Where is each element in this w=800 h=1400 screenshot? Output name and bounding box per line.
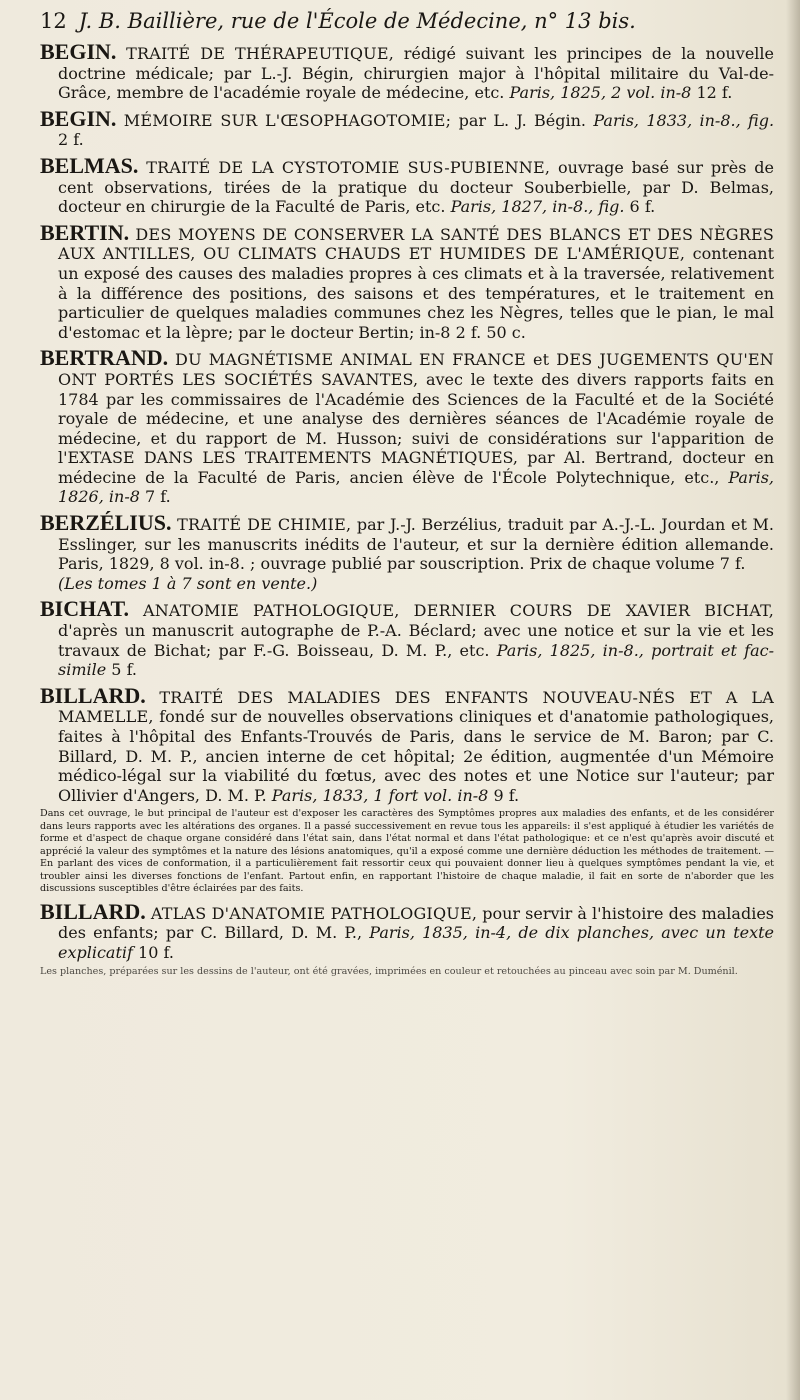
entry-body: fondé sur de nouvelles observations cliniques et d'anatomie pathologiques, faites à l'hôpital des Enfants-Trouvés de Paris, dans le service de M. Baron; par C. Billard, D. M. P., ancien interne de cet hôpital; 2e édition, augmentée d'un Mémoire médico-légal sur la viabilité du fœtus, avec des notes et une Notice sur l'auteur; par Ollivier d'Angers, D. M. P. [58, 707, 774, 805]
entry-body: ouvrage basé sur près de cent observations, tirées de la pratique du docteur Souberbielle, par D. Belmas, docteur en chirurgie de la Faculté de Paris, etc. [58, 157, 774, 217]
entry-imprint: Paris, 1835, in-4, de dix planches, avec un texte explicatif [58, 923, 775, 963]
catalog-entry [40, 105, 775, 150]
entry-author: BERTIN. [40, 219, 130, 245]
catalog-entry [40, 152, 774, 217]
entry-price: 9 f. [493, 785, 520, 805]
entry-body: avec le texte des divers rapports faits en 1784 par les commissaires de l'Académie des Sciences de la Faculté et de la Société royale de médecine, et une analyse des dernières séances de l'Académie royale de médecine, et du rapport de M. Husson; suivi de considérations sur l'apparition de l'EXTASE DANS LES TRAITEMENTS MAGNÉTIQUES, par Al. Bertrand, docteur en médecine de la Faculté de Paris, ancien élève de l'École Polytechnique, etc., [58, 369, 775, 487]
entry-price: 6 f. [629, 197, 656, 217]
entry-title: TRAITÉ DES MALADIES DES ENFANTS NOUVEAU-NÉS ET A LA MAMELLE, [58, 687, 775, 727]
entry-body: par L. J. Bégin. [458, 110, 586, 130]
entry-title: TRAITÉ DE THÉRAPEUTIQUE, [126, 44, 394, 63]
catalog-entry [40, 596, 774, 680]
entry-imprint: Paris, 1825, in-8., portrait et fac-simile [58, 640, 774, 680]
entry-title: ANATOMIE PATHOLOGIQUE, DERNIER COURS DE XAVIER BICHAT, [142, 601, 774, 621]
entry-body: contenant un exposé des causes des maladies propres à ces climats et à la traversée, relativement à la différence des positions, des saisons et des températures, et le traitement en particulier de quelques maladies communes chez les Nègres, telles que le pian, le mal d'estomac et la lèpre; par le docteur Bertin; in-8 [58, 244, 774, 342]
catalog-entry [40, 219, 774, 343]
entry-author: BICHAT. [40, 596, 130, 622]
entry-title: ATLAS D'ANATOMIE PATHOLOGIQUE, [150, 903, 478, 923]
publisher-line: J. B. Baillière, rue de l'École de Médecine, n° 13 bis. [78, 9, 636, 33]
entry-author: BEGIN. [40, 39, 117, 64]
catalog-entry [40, 682, 775, 806]
entry-imprint: Paris, 1833, 1 fort vol. in-8 [271, 785, 489, 805]
entry-author: BELMAS. [40, 152, 139, 178]
running-head [40, 6, 774, 36]
entry-title: MÉMOIRE SUR L'ŒSOPHAGOTOMIE; [123, 110, 452, 130]
entry-body: pour servir à l'histoire des maladies des enfants; par C. Billard, D. M. P., [58, 903, 775, 943]
entry-footnote: Les planches, préparées sur les dessins de l'auteur, ont été gravées, imprimées en couleur et retouchées au pinceau avec soin par M. Duménil. [40, 965, 738, 977]
entry-title: TRAITÉ DE LA CYSTOTOMIE SUS-PUBIENNE, [146, 157, 551, 177]
entry-author: BERZÉLIUS. [40, 510, 172, 536]
entry-price: 2 f. 50 c. [455, 322, 526, 342]
entry-price: 10 f. [138, 943, 174, 963]
entry-body: d'après un manuscrit autographe de P.-A. Béclard; avec une notice et sur la vie et les travaux de Bichat; par F.-G. Boisseau, D. M. P., etc. [58, 621, 774, 660]
entry-title: DES MOYENS DE CONSERVER LA SANTÉ DES BLANCS ET DES NÈGRES AUX ANTILLES, OU CLIMATS CHAUDS ET HUMIDES DE L'AMÉRIQUE, [58, 224, 774, 264]
entry-price: 5 f. [111, 660, 137, 680]
entry-title: TRAITÉ DE CHIMIE, [177, 515, 352, 535]
entry-title: DU MAGNÉTISME ANIMAL EN FRANCE et DES JUGEMENTS QU'EN ONT PORTÉS LES SOCIÉTÉS SAVANTES, [58, 350, 775, 389]
entry-imprint: Paris, 1827, in-8., fig. [450, 197, 625, 217]
catalog-entry [40, 510, 775, 593]
entry-author: BILLARD. [40, 898, 146, 924]
entry-author: BEGIN. [40, 105, 117, 131]
entry-imprint: Paris, 1825, 2 vol. in-8 [509, 83, 692, 103]
entry-author: BERTRAND. [40, 345, 169, 371]
entry-price: 7 f. [145, 487, 171, 507]
entry-footnote: Dans cet ouvrage, le but principal de l'auteur est d'exposer les caractères des Symptômes propres aux maladies des enfants, et de les considérer dans leurs rapports avec les altérations des organes. Il a passé successivement en revue tous les appareils: il s'est appliqué à étudier les variétés de forme et d'aspect de chaque organe considéré dans l'état sain, dans l'état normal et dans l'état pathologique: et ce n'est qu'après avoir discuté et apprécié la valeur des symptômes et la nature des lésions anatomiques, qu'il a exposé comme une dernière déduction les méthodes de traitement. — En parlant des vices de conformation, il a particulièrement fait ressortir ceux qui pouvaient donner lieu à quelques symptômes pendant la vie, et troubler ainsi les diverses fonctions de l'enfant. Partout enfin, en rapportant l'histoire de chaque maladie, il fait en sorte de n'aborder que les discussions susceptibles d'être éclairées par des faits. [40, 808, 774, 895]
catalog-entry [40, 345, 775, 507]
entry-price: 7 f. [719, 554, 746, 574]
entry-subnote: (Les tomes 1 à 7 sont en vente.) [58, 573, 318, 593]
entry-body: rédigé suivant les principes de la nouvelle doctrine médicale; par L.-J. Bégin, chirurgien major à l'hôpital militaire du Val-de-Grâce, membre de l'académie royale de médecine, etc. [58, 44, 775, 103]
entry-imprint: Paris, 1826, in-8 [58, 467, 774, 507]
entry-price: 12 f. [696, 83, 733, 103]
entry-price: 2 f. [58, 130, 84, 150]
catalog-entry [40, 39, 775, 103]
entry-body: par J.-J. Berzélius, traduit par A.-J.-L. Jourdan et M. Esslinger, sur les manuscrits inédits de l'auteur, et sur la dernière édition allemande. Paris, 1829, 8 vol. in-8. ; ouvrage publié par souscription. Prix de chaque volume [58, 515, 775, 574]
page-number: 12 [40, 9, 67, 33]
entry-imprint: Paris, 1833, in-8., fig. [593, 110, 775, 130]
entry-author: BILLARD. [40, 682, 146, 708]
catalog-entry [40, 898, 775, 963]
